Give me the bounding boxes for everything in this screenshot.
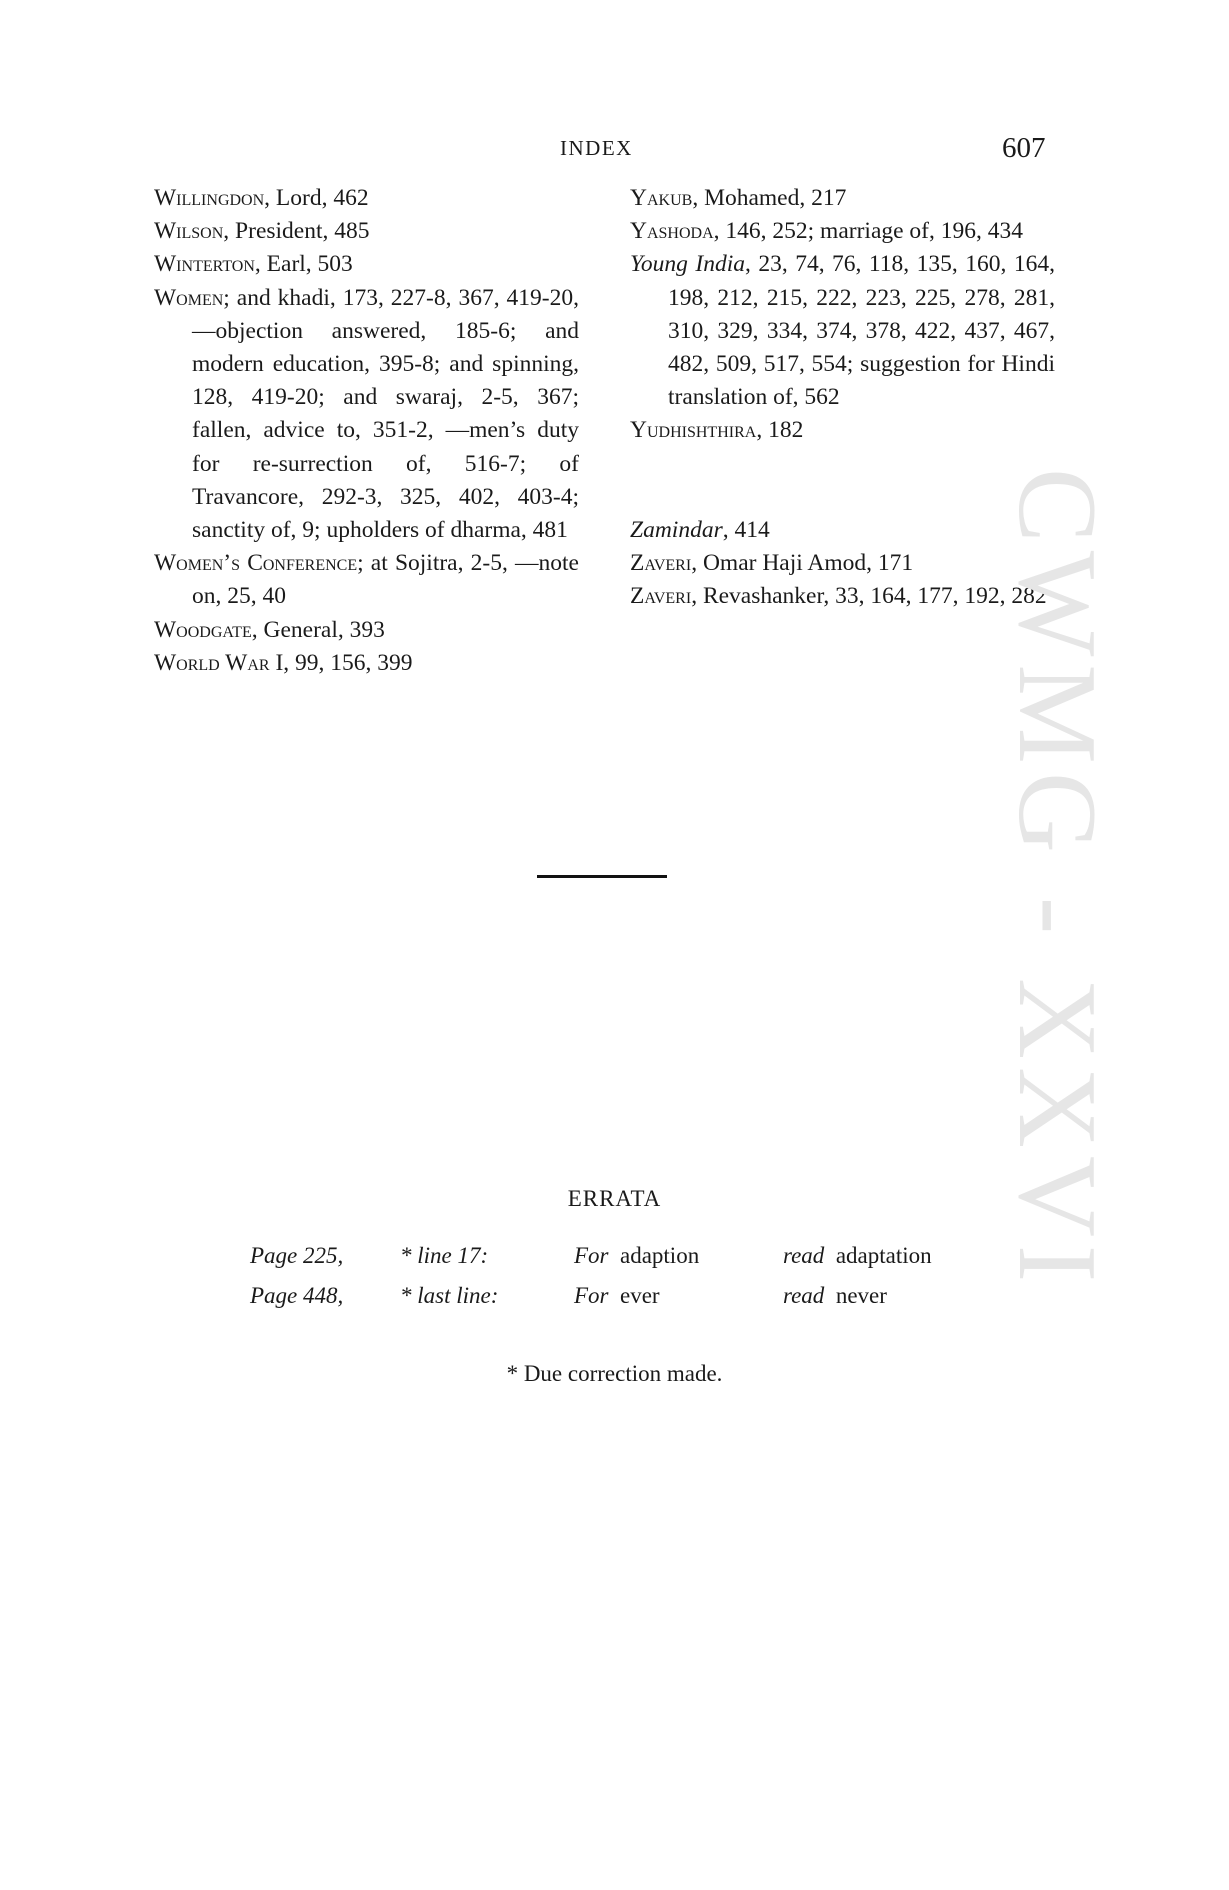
entry-head: Yudhishthira xyxy=(630,417,757,444)
entry-text: ; at Sojitra, 2-5, —note on, 25, 40 xyxy=(192,550,579,610)
entry-head: Willingdon xyxy=(154,185,265,211)
errata-line: * line 17: xyxy=(400,1243,489,1268)
errata-title: ERRATA xyxy=(567,1186,662,1211)
errata-read xyxy=(783,1243,932,1269)
index-entry xyxy=(154,614,579,647)
entry-head: Women’s Conference xyxy=(154,550,358,577)
errata-for-label: For xyxy=(574,1243,609,1268)
errata-for-text: adaption xyxy=(620,1243,700,1268)
entry-head: Young India xyxy=(630,251,745,278)
entry-text: , Revashanker, 33, 164, 177, 192, 282 xyxy=(691,583,1047,610)
errata-page: Page 225, xyxy=(250,1243,344,1268)
index-entry xyxy=(630,580,1055,613)
errata-for-text: ever xyxy=(620,1283,660,1308)
section-gap xyxy=(630,448,1055,514)
entry-head: Women xyxy=(154,284,224,311)
entry-head: Zaveri xyxy=(630,583,692,610)
entry-text: , Mohamed, 217 xyxy=(692,185,847,211)
index-entry xyxy=(154,547,579,613)
errata-read-label: read xyxy=(783,1243,825,1268)
page-number: 607 xyxy=(1002,132,1046,164)
entry-head: Zaveri xyxy=(630,549,692,576)
entry-head: Winterton xyxy=(154,251,255,278)
errata-read-text: never xyxy=(835,1283,887,1308)
entry-text: I, 99, 156, 399 xyxy=(269,649,413,676)
entry-text: ; and khadi, 173, 227-8, 367, 419-20, —objection answered, 185-6; and modern education, 395-8; and spinning, 128, 419-20; and swaraj, 2-5, 367; fallen, advice to, 351-2, —men’s duty for re-surrection of, 516-7; of Travancore, 292-3, 325, 402, 403-4; sanctity of, 9; upholders of dharma, 481 xyxy=(192,284,579,544)
entry-head: Yakub xyxy=(630,185,693,211)
index-entry xyxy=(154,215,579,248)
page-header xyxy=(0,132,1229,172)
index-entry xyxy=(630,414,1055,447)
entry-text: , Earl, 503 xyxy=(254,251,353,278)
entry-text: , 414 xyxy=(722,516,770,543)
cwmg-watermark: CWMG - XXVI xyxy=(995,468,1119,1291)
index-entry xyxy=(154,282,579,548)
entry-head: Wilson xyxy=(154,218,224,245)
index-entry xyxy=(630,248,1055,414)
errata-read xyxy=(783,1283,887,1309)
errata-read-label: read xyxy=(783,1283,825,1308)
section-divider-rule xyxy=(537,875,667,878)
entry-text: , General, 393 xyxy=(251,616,385,643)
errata-footnote: * Due correction made. xyxy=(506,1361,723,1386)
entry-head: Yashoda xyxy=(630,218,714,245)
errata-read-text: adaptation xyxy=(835,1243,932,1268)
entry-text: , Lord, 462 xyxy=(264,185,369,211)
entry-text: , 146, 252; marriage of, 196, 434 xyxy=(713,218,1024,245)
index-entry xyxy=(630,547,1055,580)
entry-text: , 23, 74, 76, 118, 135, 160, 164, 198, 212, 215, 222, 223, 225, 278, 281, 310, 329, 334, 374, 378, 422, 437, 467, 482, 509, 517, 554; suggestion for Hindi translation of, 562 xyxy=(668,251,1055,411)
entry-head: Zamindar xyxy=(630,516,723,543)
errata-for xyxy=(574,1243,699,1269)
entry-text: , 182 xyxy=(756,417,804,444)
index-column-left xyxy=(154,182,579,680)
index-entry xyxy=(630,514,1055,547)
entry-head: World War xyxy=(154,649,270,676)
index-entry xyxy=(154,248,579,281)
entry-text: , Omar Haji Amod, 171 xyxy=(691,549,914,576)
entry-head: Woodgate xyxy=(154,616,252,643)
index-column-right xyxy=(630,182,1055,613)
running-head: INDEX xyxy=(560,136,633,160)
index-entry xyxy=(154,182,579,215)
index-entry xyxy=(154,647,579,680)
entry-text: , President, 485 xyxy=(223,218,370,245)
index-entry xyxy=(630,215,1055,248)
errata-for xyxy=(574,1283,660,1309)
index-entry xyxy=(630,182,1055,215)
errata-for-label: For xyxy=(574,1283,609,1308)
errata-line: * last line: xyxy=(400,1283,499,1308)
errata-page: Page 448, xyxy=(250,1283,344,1308)
